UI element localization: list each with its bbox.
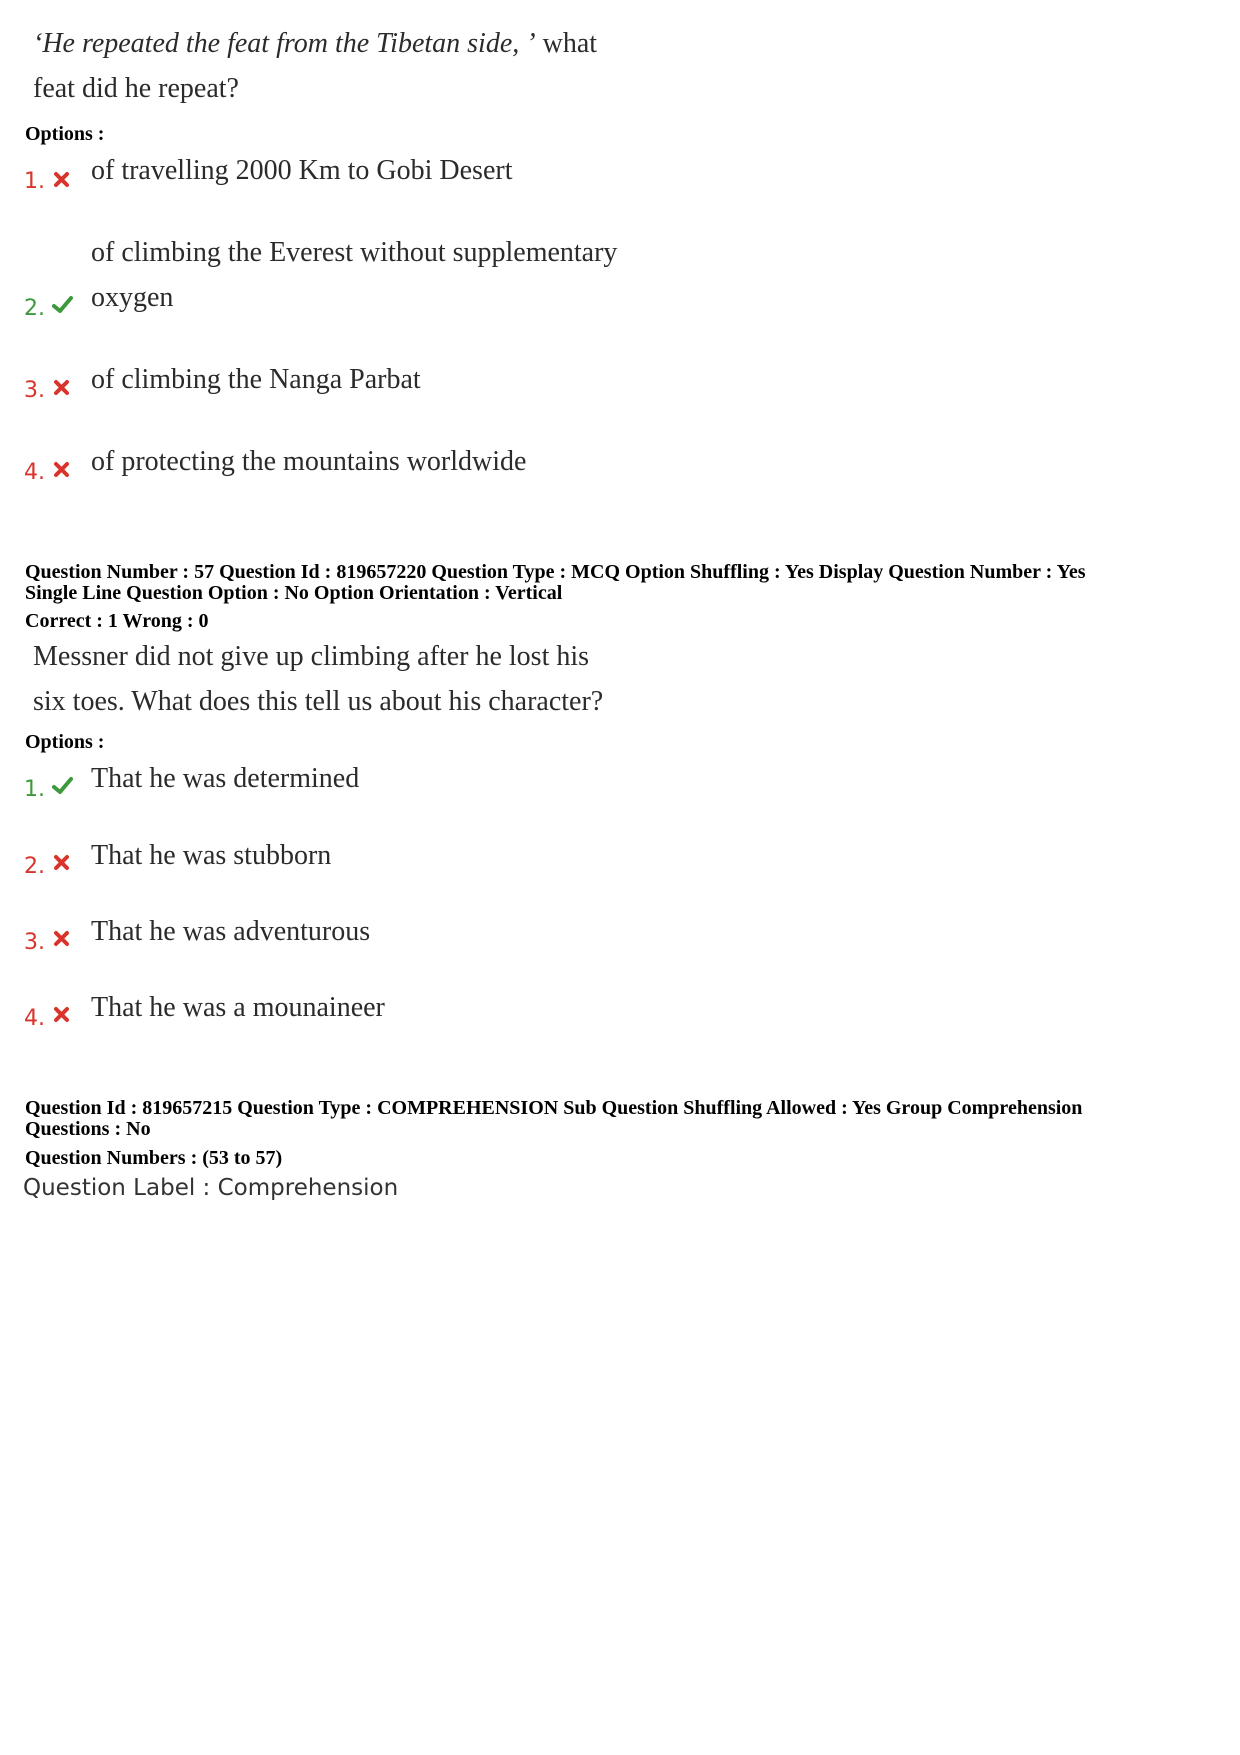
q57-option-4-text: That he was a mounaineer (91, 992, 385, 1023)
q57-text-line2: six toes. What does this tell us about his character? (33, 686, 604, 717)
q57-text-line1: Messner did not give up climbing after he lost his (33, 641, 590, 672)
q57-option-2-text: That he was stubborn (91, 840, 332, 871)
q57-option-2-number: 2. (24, 854, 45, 879)
q57-meta-line1: Question Number : 57 Question Id : 819657220 Question Type : MCQ Option Shuffling : Yes Display Question Number : Yes (25, 561, 1086, 583)
q57-option-3-number: 3. (24, 930, 45, 955)
cross-icon (51, 1003, 73, 1025)
q56-option-3-number: 3. (24, 378, 45, 403)
q56-text-line2: feat did he repeat? (33, 73, 239, 104)
q57-option-1-number: 1. (24, 777, 45, 802)
cross-icon (51, 458, 73, 480)
q57-option-4-number: 4. (24, 1006, 45, 1031)
q56-option-4-text: of protecting the mountains worldwide (91, 446, 527, 477)
q57-options-label: Options : (25, 731, 105, 753)
cross-icon (51, 168, 73, 190)
comprehension-question-label: Question Label : Comprehension (23, 1175, 399, 1201)
comprehension-meta-line1: Question Id : 819657215 Question Type : COMPREHENSION Sub Question Shuffling Allowed : Yes Group Comprehension (25, 1097, 1083, 1119)
check-icon (51, 294, 73, 316)
q57-meta-line3: Correct : 1 Wrong : 0 (25, 610, 209, 632)
q56-option-4-number: 4. (24, 460, 45, 485)
q56-option-1-text: of travelling 2000 Km to Gobi Desert (91, 155, 513, 186)
q56-option-2-text-line2: oxygen (91, 282, 174, 313)
q56-text-line1 (33, 21, 597, 66)
q56-text-quote: ‘He repeated the feat from the Tibetan side, ’ (33, 28, 536, 59)
q57-option-3-text: That he was adventurous (91, 916, 371, 947)
cross-icon (51, 851, 73, 873)
q56-option-2-text-line1: of climbing the Everest without supplementary (91, 237, 618, 268)
q56-options-label: Options : (25, 123, 105, 145)
q57-meta-line2: Single Line Question Option : No Option Orientation : Vertical (25, 582, 563, 604)
cross-icon (51, 927, 73, 949)
q56-text-rest: what (535, 28, 598, 59)
comprehension-meta-line3: Question Numbers : (53 to 57) (25, 1147, 283, 1169)
cross-icon (51, 376, 73, 398)
q56-option-1-number: 1. (24, 169, 45, 194)
q57-option-1-text: That he was determined (91, 763, 360, 794)
q56-option-3-text: of climbing the Nanga Parbat (91, 364, 421, 395)
comprehension-meta-line2: Questions : No (25, 1118, 151, 1140)
q56-option-2-number: 2. (24, 296, 45, 321)
check-icon (51, 775, 73, 797)
